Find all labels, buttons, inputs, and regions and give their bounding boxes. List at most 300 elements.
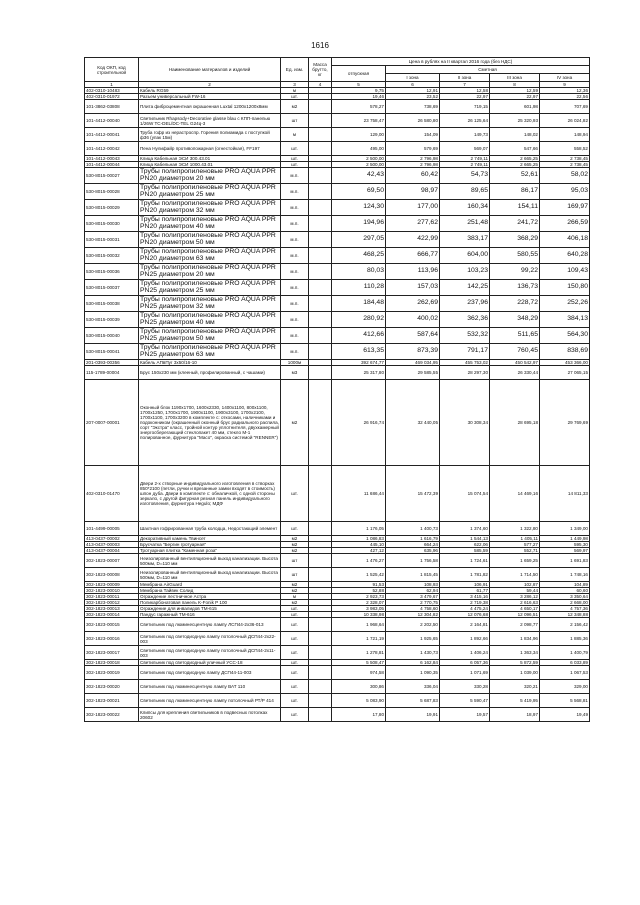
- release-price-cell: 194,96: [332, 216, 386, 232]
- unit-cell: м.п.: [281, 280, 309, 296]
- zone-1-price-cell: 1 430,73: [386, 646, 440, 660]
- item-code-cell: 302-1823-00020: [85, 680, 139, 694]
- zone-2-price-cell: 142,25: [440, 280, 490, 296]
- item-code-cell: 530-8015-00030: [85, 216, 139, 232]
- zone-2-price-cell: 2 719,38: [440, 600, 490, 606]
- zone-4-price-cell: 1 691,83: [540, 554, 590, 568]
- zone-2-price-cell: 604,00: [440, 248, 490, 264]
- item-code-cell: 530-8015-00040: [85, 328, 139, 344]
- item-code-cell: 302-1823-00012: [85, 600, 139, 606]
- mass-cell: [309, 344, 332, 360]
- table-row: [85, 128, 590, 142]
- unit-cell: шт: [281, 554, 309, 568]
- zone-3-price-cell: 348,29: [490, 312, 540, 328]
- item-code-cell: 530-8015-00036: [85, 264, 139, 280]
- mass-cell: [309, 666, 332, 680]
- zone-4-price-cell: 4 757,36: [540, 606, 590, 612]
- zone-4-price-cell: 1 067,53: [540, 666, 590, 680]
- item-code-cell: 413-0437-00004: [85, 548, 139, 554]
- mass-cell: [309, 632, 332, 646]
- zone-3-price-cell: 3 286,12: [490, 594, 540, 600]
- mass-cell: [309, 280, 332, 296]
- unit-cell: м.п.: [281, 200, 309, 216]
- zone-1-price-cell: 12,91: [386, 88, 440, 94]
- zone-1-price-cell: 15 472,39: [386, 466, 440, 522]
- zone-1-price-cell: 666,77: [386, 248, 440, 264]
- zone-4-price-cell: 12 348,88: [540, 612, 590, 618]
- zone-2-price-cell: 160,34: [440, 200, 490, 216]
- zone-2-price-cell: 6 057,36: [440, 660, 490, 666]
- item-name-cell: Ограждение для инвалидов ТМ-615: [139, 606, 281, 612]
- zone-3-price-cell: 320,21: [490, 680, 540, 694]
- item-name-cell: Трубы полипропиленовые PRO AQUA PPR PN25 диаметром 63 мм: [139, 344, 281, 360]
- item-code-cell: 302-1823-00017: [85, 646, 139, 660]
- release-price-cell: 52,88: [332, 588, 386, 594]
- zone-1-price-cell: 664,24: [386, 542, 440, 548]
- item-code-cell: 530-8015-00041: [85, 344, 139, 360]
- item-code-cell: 101-4412-00044: [85, 162, 139, 168]
- table-row: [85, 522, 590, 536]
- mass-cell: [309, 100, 332, 114]
- item-name-cell: Разъем универсальный FW-16: [139, 94, 281, 100]
- zone-3-price-cell: 2 665,25: [490, 156, 540, 162]
- release-price-cell: 427,12: [332, 548, 386, 554]
- unit-cell: шт.: [281, 646, 309, 660]
- item-name-cell: Трубы полипропиленовые PRO AQUA PPR PN25 диаметром 40 мм: [139, 312, 281, 328]
- item-name-cell: Клица Кабельная ЭСИ 300.43.01: [139, 156, 281, 162]
- zone-2-price-cell: 54,73: [440, 168, 490, 184]
- zone-1-price-cell: 154,09: [386, 128, 440, 142]
- zone-1-price-cell: 60,42: [386, 168, 440, 184]
- zone-2-price-cell: 2 164,81: [440, 618, 490, 632]
- table-row: [85, 200, 590, 216]
- unit-cell: м2: [281, 536, 309, 542]
- mass-cell: [309, 232, 332, 248]
- column-number: 8: [490, 82, 540, 88]
- zone-1-price-cell: 26 580,80: [386, 114, 440, 128]
- release-price-cell: 69,50: [332, 184, 386, 200]
- item-code-cell: 201-0393-00356: [85, 360, 139, 366]
- zone-3-price-cell: 760,45: [490, 344, 540, 360]
- release-price-cell: 280,92: [332, 312, 386, 328]
- zone-1-price-cell: 2 796,98: [386, 162, 440, 168]
- zone-2-price-cell: 2 749,11: [440, 156, 490, 162]
- item-name-cell: Пена Нулифайр противопожарная (огнестойкая), FF197: [139, 142, 281, 156]
- table-row: [85, 618, 590, 632]
- unit-cell: шт.: [281, 94, 309, 100]
- zone-3-price-cell: 577,27: [490, 542, 540, 548]
- zone-1-price-cell: 19,91: [386, 708, 440, 722]
- table-row: [85, 296, 590, 312]
- zone-4-price-cell: 329,00: [540, 680, 590, 694]
- zone-4-price-cell: 26 024,82: [540, 114, 590, 128]
- item-code-cell: 530-8015-00028: [85, 184, 139, 200]
- zone-2-price-cell: 622,06: [440, 542, 490, 548]
- zone-1-price-cell: 29 585,55: [386, 366, 440, 380]
- item-code-cell: 302-1823-00016: [85, 632, 139, 646]
- unit-cell: м2: [281, 100, 309, 114]
- unit-cell: шт.: [281, 666, 309, 680]
- item-name-cell: Светильник под люминесцентную лампу ВАТ 110: [139, 680, 281, 694]
- item-code-cell: 402-0310-01972: [85, 94, 139, 100]
- mass-cell: [309, 466, 332, 522]
- zone-1-price-cell: 23,52: [386, 94, 440, 100]
- unit-cell: шт.: [281, 522, 309, 536]
- release-price-cell: 2 500,00: [332, 162, 386, 168]
- item-code-cell: 530-8015-00031: [85, 232, 139, 248]
- release-price-cell: 578,27: [332, 100, 386, 114]
- mass-cell: [309, 554, 332, 568]
- mass-cell: [309, 248, 332, 264]
- mass-cell: [309, 646, 332, 660]
- zone-1-price-cell: 1 925,65: [386, 632, 440, 646]
- zone-4-price-cell: 6 033,89: [540, 660, 590, 666]
- zone-2-price-cell: 61,77: [440, 588, 490, 594]
- item-name-cell: Неизолированный вентиляционный выход канализации. Высота 500мм, D=110 мм: [139, 568, 281, 582]
- zone-2-price-cell: 1 892,66: [440, 632, 490, 646]
- table-row: [85, 114, 590, 128]
- price-table: [84, 57, 590, 722]
- zone-2-price-cell: 237,96: [440, 296, 490, 312]
- zone-2-price-cell: 28 297,30: [440, 366, 490, 380]
- zone-3-price-cell: 25 320,93: [490, 114, 540, 128]
- zone-3-price-cell: 2 616,63: [490, 600, 540, 606]
- unit-cell: м2: [281, 542, 309, 548]
- zone-3-price-cell: 1 322,80: [490, 522, 540, 536]
- release-price-cell: 468,25: [332, 248, 386, 264]
- zone-2-price-cell: 12 076,68: [440, 612, 490, 618]
- unit-cell: м.п.: [281, 296, 309, 312]
- unit-cell: м2: [281, 600, 309, 606]
- header-mass: Масса брутто, кг: [309, 58, 332, 82]
- zone-3-price-cell: 154,11: [490, 200, 540, 216]
- zone-4-price-cell: 148,94: [540, 128, 590, 142]
- item-code-cell: 302-1823-00007: [85, 554, 139, 568]
- unit-cell: м: [281, 128, 309, 142]
- zone-4-price-cell: 109,43: [540, 264, 590, 280]
- release-price-cell: 1 086,83: [332, 536, 386, 542]
- column-number: 2: [139, 82, 281, 88]
- item-code-cell: 530-8015-00027: [85, 168, 139, 184]
- zone-2-price-cell: 106,91: [440, 582, 490, 588]
- zone-1-price-cell: 12 304,82: [386, 612, 440, 618]
- zone-4-price-cell: 58,02: [540, 168, 590, 184]
- unit-cell: м2: [281, 380, 309, 466]
- table-row: [85, 168, 590, 184]
- table-row: [85, 328, 590, 344]
- release-price-cell: 42,43: [332, 168, 386, 184]
- item-code-cell: 302-1823-00011: [85, 594, 139, 600]
- zone-1-price-cell: 469 034,95: [386, 360, 440, 366]
- release-price-cell: 974,58: [332, 666, 386, 680]
- item-code-cell: 302-1823-00013: [85, 606, 139, 612]
- item-name-cell: Двери 2-х створные индивидуального изготовления в створках 850*2100 (петли, ручки и врезанные замки входят в стоимость) шпон дуба. Двери в комплекте с: обналичкой, с одной стороны зеркало, с другой фигурная резная панель индивидуального изготовления, фурнитура Hegulo; МДФ: [139, 466, 281, 522]
- release-price-cell: 300,86: [332, 680, 386, 694]
- zone-3-price-cell: 228,72: [490, 296, 540, 312]
- item-code-cell: 413-0437-00002: [85, 536, 139, 542]
- zone-3-price-cell: 580,55: [490, 248, 540, 264]
- zone-3-price-cell: 86,17: [490, 184, 540, 200]
- zone-4-price-cell: 384,13: [540, 312, 590, 328]
- item-name-cell: Плита фиброцементная окрашенная Luxtal 1200х1200х8мм: [139, 100, 281, 114]
- item-name-cell: Светильник под люминесцентную лампу ЛСП44-2х36-013: [139, 618, 281, 632]
- item-name-cell: Светильник Rhapsody+Decorative glasse blau с КПП-панелью 1/26W TC-DEL/DC-TEL G24q-3: [139, 114, 281, 128]
- zone-4-price-cell: 5 568,81: [540, 694, 590, 708]
- unit-cell: м2: [281, 582, 309, 588]
- table-row: [85, 646, 590, 660]
- table-row: [85, 568, 590, 582]
- unit-cell: шт.: [281, 606, 309, 612]
- item-code-cell: 115-1789-00004: [85, 366, 139, 380]
- zone-1-price-cell: 98,97: [386, 184, 440, 200]
- item-code-cell: 302-1823-00010: [85, 588, 139, 594]
- unit-cell: м.п.: [281, 184, 309, 200]
- zone-3-price-cell: 2 098,77: [490, 618, 540, 632]
- table-row: [85, 466, 590, 522]
- header-zone-2: II зона: [440, 74, 490, 82]
- zone-1-price-cell: 3 479,67: [386, 594, 440, 600]
- item-name-cell: Тротуарная плитка "Каменная роза": [139, 548, 281, 554]
- item-name-cell: Труба гофр из нерастроспр. Горения полиамида с поступкой ф36 (упак 15м): [139, 128, 281, 142]
- release-price-cell: 3 983,05: [332, 606, 386, 612]
- table-row: [85, 554, 590, 568]
- item-name-cell: Кабель RG59: [139, 88, 281, 94]
- release-price-cell: 124,30: [332, 200, 386, 216]
- mass-cell: [309, 522, 332, 536]
- item-name-cell: Трубы полипропиленовые PRO AQUA PPR PN25 диаметром 25 мм: [139, 280, 281, 296]
- zone-4-price-cell: 564,30: [540, 328, 590, 344]
- zone-2-price-cell: 719,15: [440, 100, 490, 114]
- unit-cell: шт.: [281, 708, 309, 722]
- zone-3-price-cell: 22,97: [490, 94, 540, 100]
- item-name-cell: Трубы полипропиленовые PRO AQUA PPR PN20 диаметром 63 мм: [139, 248, 281, 264]
- zone-4-price-cell: 29 769,69: [540, 380, 590, 466]
- unit-cell: шт.: [281, 162, 309, 168]
- mass-cell: [309, 216, 332, 232]
- zone-2-price-cell: 15 074,54: [440, 466, 490, 522]
- table-row: [85, 694, 590, 708]
- zone-3-price-cell: 136,73: [490, 280, 540, 296]
- item-name-cell: Светильник под светодиодную лампу потолочный ДСП44-2х22-003: [139, 632, 281, 646]
- release-price-cell: 445,10: [332, 542, 386, 548]
- item-name-cell: Светильник под люминесцентную лампу потолочный РТ/Р 414: [139, 694, 281, 708]
- mass-cell: [309, 380, 332, 466]
- zone-4-price-cell: 1 885,36: [540, 632, 590, 646]
- item-name-cell: Кабель АПвПуг 3х50/16-10: [139, 360, 281, 366]
- zone-3-price-cell: 28 695,18: [490, 380, 540, 466]
- mass-cell: [309, 168, 332, 184]
- item-code-cell: 302-1823-00008: [85, 568, 139, 582]
- zone-4-price-cell: 406,18: [540, 232, 590, 248]
- item-name-cell: Трубы полипропиленовые PRO AQUA PPR PN20 диаметром 40 мм: [139, 216, 281, 232]
- zone-1-price-cell: 1 400,73: [386, 522, 440, 536]
- column-number: 3: [281, 82, 309, 88]
- zone-4-price-cell: 22,56: [540, 94, 590, 100]
- zone-4-price-cell: 252,26: [540, 296, 590, 312]
- unit-cell: шт: [281, 114, 309, 128]
- item-code-cell: 530-8015-00037: [85, 280, 139, 296]
- item-code-cell: 101-4412-00041: [85, 128, 139, 142]
- zone-1-price-cell: 113,96: [386, 264, 440, 280]
- zone-2-price-cell: 251,48: [440, 216, 490, 232]
- header-zone-3: III зона: [490, 74, 540, 82]
- item-name-cell: Шахтная гофрированная труба колодца, Недостающий элемент: [139, 522, 281, 536]
- mass-cell: [309, 680, 332, 694]
- zone-1-price-cell: 2 770,75: [386, 600, 440, 606]
- item-name-cell: Трубы полипропиленовые PRO AQUA PPR PN25 диаметром 50 мм: [139, 328, 281, 344]
- item-code-cell: 530-8015-00039: [85, 312, 139, 328]
- item-code-cell: 101-4412-00042: [85, 142, 139, 156]
- zone-3-price-cell: 5 872,59: [490, 660, 540, 666]
- table-row: [85, 264, 590, 280]
- zone-2-price-cell: 585,59: [440, 548, 490, 554]
- mass-cell: [309, 142, 332, 156]
- zone-2-price-cell: 330,28: [440, 680, 490, 694]
- item-code-cell: 402-0310-10483: [85, 88, 139, 94]
- zone-2-price-cell: 26 125,64: [440, 114, 490, 128]
- zone-1-price-cell: 32 440,05: [386, 380, 440, 466]
- header-name: Наименование материалов и изделий: [139, 58, 281, 82]
- column-number: 7: [440, 82, 490, 88]
- table-row: [85, 344, 590, 360]
- table-row: [85, 216, 590, 232]
- zone-2-price-cell: 1 724,61: [440, 554, 490, 568]
- release-price-cell: 10 338,98: [332, 612, 386, 618]
- unit-cell: м.п.: [281, 248, 309, 264]
- zone-1-price-cell: 587,64: [386, 328, 440, 344]
- zone-3-price-cell: 14 469,16: [490, 466, 540, 522]
- table-row: [85, 680, 590, 694]
- unit-cell: шт.: [281, 466, 309, 522]
- zone-4-price-cell: 150,80: [540, 280, 590, 296]
- release-price-cell: 5 083,90: [332, 694, 386, 708]
- item-code-cell: 302-1823-00019: [85, 666, 139, 680]
- zone-2-price-cell: 19,57: [440, 708, 490, 722]
- zone-3-price-cell: 601,98: [490, 100, 540, 114]
- zone-3-price-cell: 26 330,44: [490, 366, 540, 380]
- item-name-cell: Поликарбонатовая панель K-Fonik P 100: [139, 600, 281, 606]
- zone-2-price-cell: 362,36: [440, 312, 490, 328]
- mass-cell: [309, 708, 332, 722]
- zone-1-price-cell: 108,93: [386, 582, 440, 588]
- item-name-cell: Клипсы для крепления светильников в подвесных потолках 20602: [139, 708, 281, 722]
- release-price-cell: 17,80: [332, 708, 386, 722]
- mass-cell: [309, 366, 332, 380]
- unit-cell: м3: [281, 366, 309, 380]
- zone-2-price-cell: 5 590,47: [440, 694, 490, 708]
- zone-4-price-cell: 27 065,15: [540, 366, 590, 380]
- unit-cell: м2: [281, 548, 309, 554]
- zone-4-price-cell: 95,03: [540, 184, 590, 200]
- item-name-cell: Брус 150х230 мм (клееный, профилированный, с чашами): [139, 366, 281, 380]
- item-code-cell: 530-8015-00029: [85, 200, 139, 216]
- zone-2-price-cell: 2 749,11: [440, 162, 490, 168]
- zone-4-price-cell: 60,60: [540, 588, 590, 594]
- zone-4-price-cell: 12,36: [540, 88, 590, 94]
- unit-cell: м.п.: [281, 344, 309, 360]
- zone-4-price-cell: 266,59: [540, 216, 590, 232]
- zone-2-price-cell: 1 781,82: [440, 568, 490, 582]
- zone-4-price-cell: 2 738,45: [540, 156, 590, 162]
- table-row: [85, 100, 590, 114]
- mass-cell: [309, 694, 332, 708]
- item-code-cell: 302-1823-00009: [85, 582, 139, 588]
- zone-1-price-cell: 336,04: [386, 680, 440, 694]
- zone-4-price-cell: 14 811,33: [540, 466, 590, 522]
- item-name-cell: Клица Кабельная ЭСИ 1000.43.01: [139, 162, 281, 168]
- table-row: [85, 142, 590, 156]
- zone-2-price-cell: 149,73: [440, 128, 490, 142]
- zone-3-price-cell: 241,72: [490, 216, 540, 232]
- unit-cell: шт.: [281, 680, 309, 694]
- zone-1-price-cell: 635,96: [386, 548, 440, 554]
- release-price-cell: 23 758,47: [332, 114, 386, 128]
- zone-3-price-cell: 1 405,11: [490, 536, 540, 542]
- item-code-cell: 413-0437-00003: [85, 542, 139, 548]
- table-row: [85, 708, 590, 722]
- zone-1-price-cell: 738,69: [386, 100, 440, 114]
- item-name-cell: Трубы полипропиленовые PRO AQUA PPR PN25 диаметром 20 мм: [139, 264, 281, 280]
- zone-1-price-cell: 62,94: [386, 588, 440, 594]
- zone-4-price-cell: 569,97: [540, 548, 590, 554]
- zone-2-price-cell: 22,97: [440, 94, 490, 100]
- page-number: 1616: [311, 41, 329, 50]
- header-zone-4: IV зона: [540, 74, 590, 82]
- release-price-cell: 392 674,77: [332, 360, 386, 366]
- column-number: 5: [332, 82, 386, 88]
- unit-cell: шт: [281, 568, 309, 582]
- unit-cell: шт.: [281, 660, 309, 666]
- zone-3-price-cell: 102,87: [490, 582, 540, 588]
- release-price-cell: 110,28: [332, 280, 386, 296]
- mass-cell: [309, 184, 332, 200]
- header-zone-1: I зона: [386, 74, 440, 82]
- item-code-cell: 101-3862-03808: [85, 100, 139, 114]
- header-price-title: Цена в рублях на II квартал 2016 года (без НДС): [332, 58, 590, 66]
- zone-3-price-cell: 1 659,25: [490, 554, 540, 568]
- item-code-cell: 302-1823-00022: [85, 708, 139, 722]
- zone-4-price-cell: 707,69: [540, 100, 590, 114]
- zone-2-price-cell: 3 415,16: [440, 594, 490, 600]
- zone-1-price-cell: 400,02: [386, 312, 440, 328]
- header-code: Код ОКП, код строительной: [85, 58, 139, 82]
- unit-cell: м.п.: [281, 328, 309, 344]
- zone-3-price-cell: 2 665,25: [490, 162, 540, 168]
- item-name-cell: Светильник под светодиодную лампу ДСП44-11-003: [139, 666, 281, 680]
- zone-3-price-cell: 12 096,51: [490, 612, 540, 618]
- zone-3-price-cell: 450 542,97: [490, 360, 540, 366]
- unit-cell: м.п.: [281, 216, 309, 232]
- release-price-cell: 2 500,00: [332, 156, 386, 162]
- mass-cell: [309, 200, 332, 216]
- release-price-cell: 1 525,42: [332, 568, 386, 582]
- zone-4-price-cell: 595,30: [540, 542, 590, 548]
- release-price-cell: 91,53: [332, 582, 386, 588]
- zone-3-price-cell: 99,22: [490, 264, 540, 280]
- zone-1-price-cell: 873,39: [386, 344, 440, 360]
- release-price-cell: 2 328,07: [332, 600, 386, 606]
- header-release: отпускная: [332, 66, 386, 82]
- zone-4-price-cell: 838,69: [540, 344, 590, 360]
- release-price-cell: 1 721,19: [332, 632, 386, 646]
- mass-cell: [309, 618, 332, 632]
- release-price-cell: 11 686,44: [332, 466, 386, 522]
- item-name-cell: Брусчатка "Бергин гротуарная": [139, 542, 281, 548]
- table-row: [85, 366, 590, 380]
- zone-3-price-cell: 4 650,17: [490, 606, 540, 612]
- zone-2-price-cell: 4 475,24: [440, 606, 490, 612]
- item-name-cell: Ограждение лестничное Астра: [139, 594, 281, 600]
